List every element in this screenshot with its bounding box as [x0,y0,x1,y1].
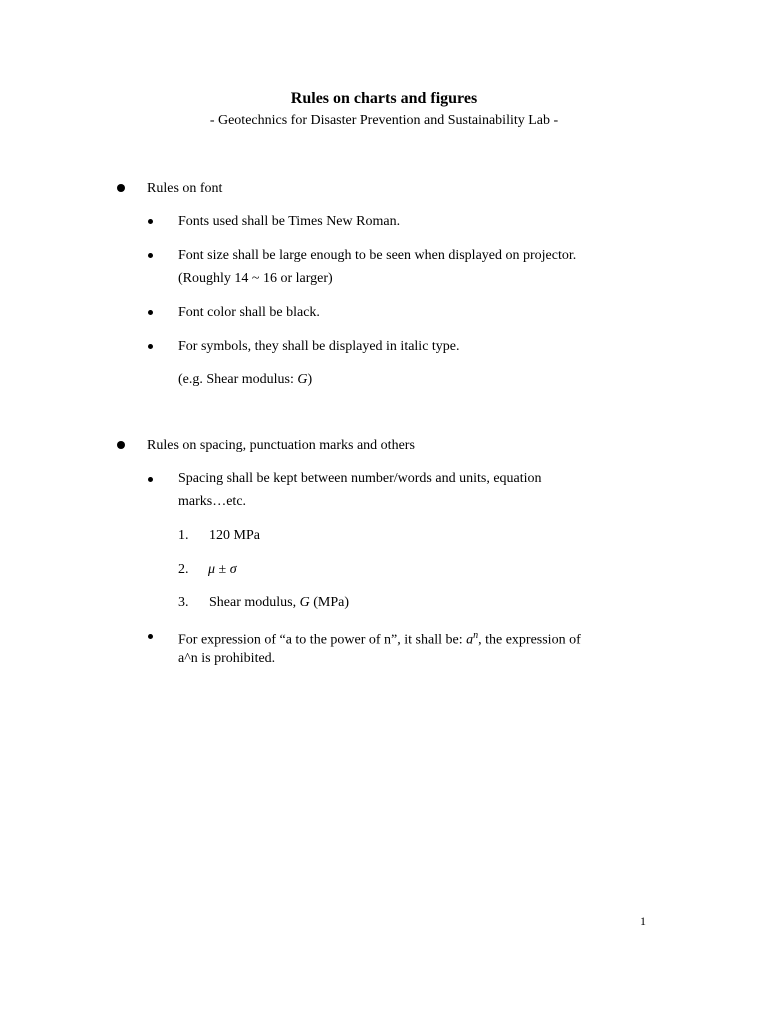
list-bullet [148,310,153,315]
document-subtitle: - Geotechnics for Disaster Prevention and Sustainability Lab - [209,113,559,128]
power-expression: a [466,632,474,648]
list-item-continuation: (Roughly 14 ~ 16 or larger) [178,271,333,286]
list-item-continuation: a^n is prohibited. [178,651,276,666]
list-item: For expression of “a to the power of n”, it shall be: $a^n$, the expression of [178,630,581,648]
numbered-item: Shear modulus, G (MPa) [209,595,350,610]
list-item: Spacing shall be kept between number/words and units, equation [178,471,542,486]
list-bullet [148,477,153,482]
numbered-marker: 1. [178,528,189,543]
list-bullet [148,219,153,224]
section-heading: Rules on spacing, punctuation marks and others [147,438,415,453]
document-title: Rules on charts and figures [290,90,478,107]
section-bullet [117,441,125,449]
example-text: (e.g. Shear modulus: G) [178,372,313,387]
list-bullet [148,253,153,258]
symbol-italic: G [297,372,308,387]
section-heading: Rules on font [147,181,223,196]
numbered-marker: 3. [178,595,189,610]
list-bullet [148,634,153,639]
numbered-marker: 2. [178,562,189,577]
list-item: Font size shall be large enough to be seen when displayed on projector. [178,248,577,263]
list-item: For symbols, they shall be displayed in italic type. [178,339,460,354]
section-bullet [117,184,125,192]
list-item-continuation: marks…etc. [178,494,247,509]
numbered-item: 120 MPa [209,528,260,543]
list-item: Fonts used shall be Times New Roman. [178,214,401,229]
list-item: Font color shall be black. [178,305,320,320]
list-bullet [148,344,153,349]
page-number: 1 [640,914,646,928]
numbered-item: μ ± σ [208,562,237,577]
